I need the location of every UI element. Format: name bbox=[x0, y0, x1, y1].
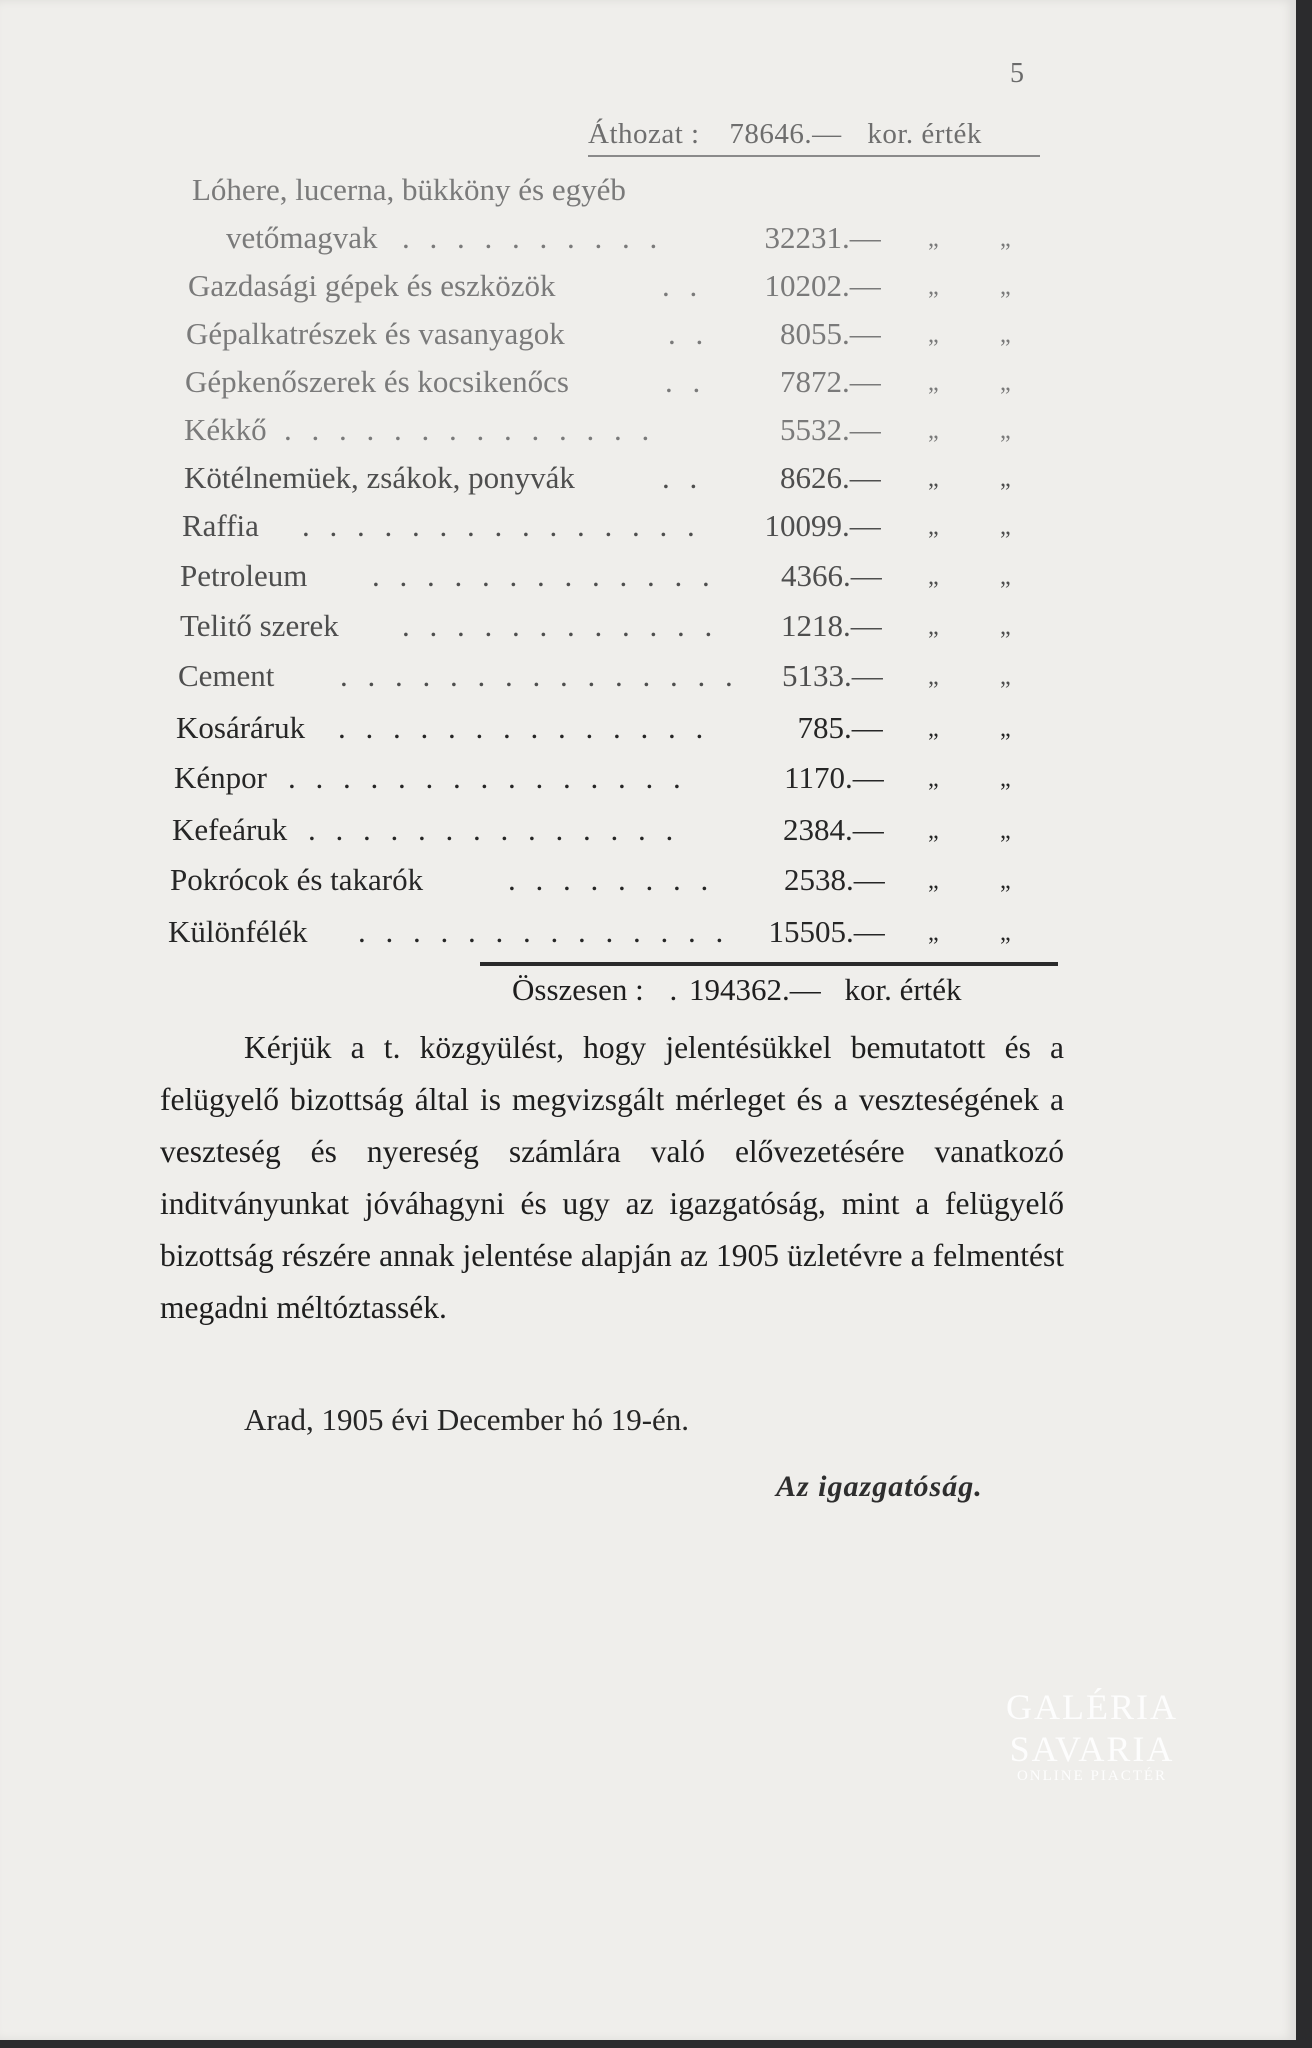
item-amount: 15505 bbox=[768, 914, 846, 949]
leader-dots: . . bbox=[665, 364, 707, 399]
ditto-mark: „ bbox=[1000, 370, 1011, 396]
item-label: Kefeáruk bbox=[172, 812, 288, 847]
item-dash: .— bbox=[846, 914, 885, 949]
ditto-mark: „ bbox=[1000, 466, 1011, 492]
ditto-mark: „ bbox=[928, 868, 939, 894]
leader-dots: . . . . . . . . . . . . . . . bbox=[340, 658, 739, 693]
closing-paragraph: Kérjük a t. közgyülést, hogy jelentésükkel bemutatott és a felügyelő bizottság által is megvizsgált mérleget és a veszteségének a veszteség és nyereség számlára való elővezetésére vanatkozó inditványunkat jóváhagyni és ugy az igazgatóság, mint a felügyelő bizottság részére annak jelentése alapján az 1905 üzletévre a felmentést megadni méltóztassék. bbox=[160, 1030, 1064, 1325]
item-amount: 4366 bbox=[781, 558, 843, 593]
ditto-mark: „ bbox=[1000, 766, 1011, 792]
total-dots: . bbox=[669, 972, 678, 1007]
leader-dots: . . . . . . . . bbox=[508, 862, 715, 897]
total-line bbox=[512, 972, 962, 1008]
total-rule bbox=[480, 962, 1058, 966]
item-dash: .— bbox=[845, 760, 884, 795]
carry-forward-value: 78646.— bbox=[729, 118, 842, 150]
item-amount: 5133 bbox=[782, 658, 844, 693]
item-label: Gépalkatrészek és vasanyagok bbox=[186, 316, 565, 351]
leader-dots: . . bbox=[668, 316, 710, 351]
page-number: 5 bbox=[1010, 58, 1024, 89]
ditto-mark: „ bbox=[928, 664, 939, 690]
signature: Az igazgatóság. bbox=[776, 1470, 983, 1503]
leader-dots: . . . . . . . . . . bbox=[402, 220, 664, 255]
item-dash: .— bbox=[844, 658, 883, 693]
ditto-mark: „ bbox=[928, 226, 939, 252]
leader-dots: . . . . . . . . . . . . . bbox=[372, 558, 716, 593]
ditto-mark: „ bbox=[1000, 868, 1011, 894]
ditto-mark: „ bbox=[1000, 226, 1011, 252]
item-amount: 8055 bbox=[780, 316, 842, 351]
item-amount: 10202 bbox=[764, 268, 842, 303]
carry-forward-line bbox=[588, 118, 1040, 157]
item-label: Telitő szerek bbox=[180, 608, 339, 643]
item-label: Kénpor bbox=[174, 760, 267, 795]
ditto-mark: „ bbox=[928, 564, 939, 590]
carry-forward-unit: kor. érték bbox=[867, 118, 982, 150]
ditto-mark: „ bbox=[1000, 418, 1011, 444]
item-dash: .— bbox=[842, 316, 881, 351]
item-amount: 32231 bbox=[764, 220, 842, 255]
item-label: Gazdasági gépek és eszközök bbox=[188, 268, 556, 303]
leader-dots: . . bbox=[662, 460, 704, 495]
item-amount: 2538 bbox=[784, 862, 846, 897]
item-amount: 1170 bbox=[784, 760, 845, 795]
ditto-mark: „ bbox=[1000, 322, 1011, 348]
item-amount: 10099 bbox=[764, 508, 842, 543]
ditto-mark: „ bbox=[1000, 614, 1011, 640]
item-label: Különfélék bbox=[168, 914, 308, 949]
item-dash: .— bbox=[842, 364, 881, 399]
total-label: Összesen : bbox=[512, 972, 644, 1007]
leader-dots: . . . . . . . . . . . . . . . bbox=[302, 508, 701, 543]
ditto-mark: „ bbox=[928, 716, 939, 742]
ditto-mark: „ bbox=[928, 514, 939, 540]
item-amount: 5532 bbox=[780, 412, 842, 447]
ditto-mark: „ bbox=[928, 322, 939, 348]
item-label: vetőmagvak bbox=[226, 220, 378, 255]
item-dash: .— bbox=[842, 268, 881, 303]
item-label: Cement bbox=[178, 658, 275, 693]
leader-dots: . . . . . . . . . . . . . . bbox=[284, 412, 656, 447]
leader-dots: . . . . . . . . . . . . . . . bbox=[288, 760, 687, 795]
item-dash: .— bbox=[842, 508, 881, 543]
item-dash: .— bbox=[845, 812, 884, 847]
total-unit: kor. érték bbox=[844, 972, 962, 1007]
ditto-mark: „ bbox=[1000, 664, 1011, 690]
leader-dots: . . . . . . . . . . . . . . bbox=[358, 914, 730, 949]
ditto-mark: „ bbox=[1000, 514, 1011, 540]
leader-dots: . . . . . . . . . . . . . . bbox=[308, 812, 680, 847]
ditto-mark: „ bbox=[928, 766, 939, 792]
ditto-mark: „ bbox=[928, 370, 939, 396]
item-amount: 1218 bbox=[781, 608, 843, 643]
ditto-mark: „ bbox=[1000, 274, 1011, 300]
item-dash: .— bbox=[842, 412, 881, 447]
ditto-mark: „ bbox=[928, 466, 939, 492]
ditto-mark: „ bbox=[928, 418, 939, 444]
item-dash: .— bbox=[842, 460, 881, 495]
ditto-mark: „ bbox=[928, 274, 939, 300]
item-label: Raffia bbox=[182, 508, 259, 543]
watermark-subtitle: ONLINE PIACTÉR bbox=[1016, 1768, 1168, 1784]
place-and-date: Arad, 1905 évi December hó 19-én. bbox=[244, 1402, 690, 1437]
item-label: Petroleum bbox=[180, 558, 308, 593]
ditto-mark: „ bbox=[928, 818, 939, 844]
leader-dots: . . bbox=[662, 268, 704, 303]
watermark-name: GALÉRIA SAVARIA bbox=[1006, 1687, 1178, 1769]
item-label: Pokrócok és takarók bbox=[170, 862, 424, 897]
ditto-mark: „ bbox=[928, 614, 939, 640]
ditto-mark: „ bbox=[1000, 920, 1011, 946]
item-amount: 8626 bbox=[780, 460, 842, 495]
carry-forward-label: Áthozat : bbox=[588, 118, 700, 150]
item-label: Lóhere, lucerna, bükköny és egyéb bbox=[192, 172, 626, 207]
item-dash: .— bbox=[843, 558, 882, 593]
item-label: Kötélnemüek, zsákok, ponyvák bbox=[184, 460, 575, 495]
leader-dots: . . . . . . . . . . . . bbox=[402, 608, 719, 643]
leader-dots: . . . . . . . . . . . . . . bbox=[338, 710, 710, 745]
ditto-mark: „ bbox=[928, 920, 939, 946]
item-amount: 2384 bbox=[783, 812, 845, 847]
item-dash: .— bbox=[842, 220, 881, 255]
item-amount: 7872 bbox=[780, 364, 842, 399]
ditto-mark: „ bbox=[1000, 818, 1011, 844]
total-value: 194362.— bbox=[688, 972, 821, 1007]
item-label: Kékkő bbox=[184, 412, 267, 447]
item-dash: .— bbox=[846, 862, 885, 897]
ditto-mark: „ bbox=[1000, 716, 1011, 742]
item-dash: .— bbox=[844, 710, 883, 745]
item-label: Kosáráruk bbox=[176, 710, 306, 745]
watermark-logo bbox=[922, 1686, 1262, 1785]
ditto-mark: „ bbox=[1000, 564, 1011, 590]
item-amount: 785 bbox=[797, 710, 844, 745]
item-label: Gépkenőszerek és kocsikenőcs bbox=[185, 364, 569, 399]
item-dash: .— bbox=[843, 608, 882, 643]
